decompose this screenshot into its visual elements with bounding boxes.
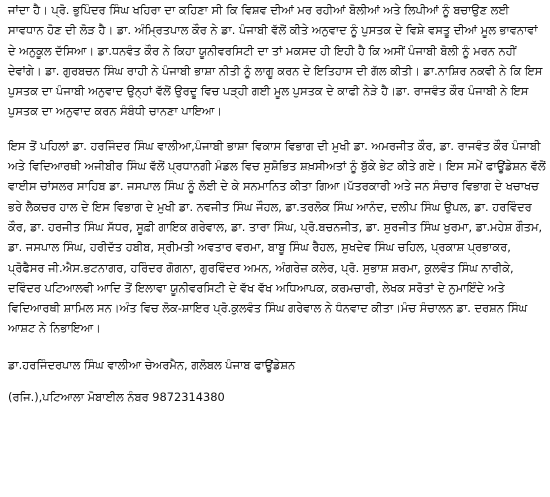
paragraph-spacer [8, 122, 546, 136]
paragraph-speakers: ਜਾਂਦਾ ਹੈ। ਪ੍ਰੋ. ਭੁਪਿੰਦਰ ਸਿੰਘ ਖਹਿਰਾ ਦਾ ਕਹਿਣਾ ਸੀ ਕਿ ਵਿਸ਼ਵ ਦੀਆਂ ਮਰ ਰਹੀਆਂ ਬੋਲੀਆਂ ਅਤੇ ਲਿਪੀਆਂ ਨੂੰ ਬਚਾਉਣ ਲਈ ਸਾਵਧਾਨ ਹੋਣ ਦੀ ਲੋੜ ਹੈ। ਡਾ. ਅੰਮ੍ਰਿਤਪਾਲ ਕੌਰ ਨੇ ਡਾ. ਪੰਜਾਬੀ ਵੱਲੋਂ ਕੀਤੇ ਅਨੁਵਾਦ ਨੂੰ ਪੁਸਤਕ ਦੇ ਵਿਸ਼ੇ ਵਸਤੂ ਦੀਆਂ ਮੂਲ ਭਾਵਨਾਵਾਂ ਦੇ ਅਨੁਕੂਲ ਦੱਸਿਆ। ਡਾ.ਧਨਵੰਤ ਕੌਰ ਨੇ ਕਿਹਾ ਯੂਨੀਵਰਸਿਟੀ ਦਾ ਤਾਂ ਮਕਸਦ ਹੀ ਇਹੀ ਹੈ ਕਿ ਅਸੀਂ ਪੰਜਾਬੀ ਬੋਲੀ ਨੂੰ ਮਰਨ ਨਹੀਂ ਦੇਵਾਂਗੇ। ਡਾ. ਗੁਰਬਚਨ ਸਿੰਘ ਰਾਹੀ ਨੇ ਪੰਜਾਬੀ ਭਾਸ਼ਾ ਨੀਤੀ ਨੂੰ ਲਾਗੂ ਕਰਨ ਦੇ ਇਤਿਹਾਸ ਦੀ ਗੱਲ ਕੀਤੀ। ਡਾ.ਨਾਸ਼ਿਰ ਨਕਵੀ ਨੇ ਕਿ ਇਸ ਪੁਸਤਕ ਦਾ ਪੰਜਾਬੀ ਅਨੁਵਾਦ ਉਨ੍ਹਾਂ ਵੱਲੋਂ ਉਰਦੂ ਵਿਚ ਪੜ੍ਹੀ ਗਈ ਮੂਲ ਪੁਸਤਕ ਦੇ ਕਾਫੀ ਨੇੜੇ ਹੈ।ਡਾ. ਰਾਜਵੰਤ ਕੌਰ ਪੰਜਾਬੀ ਨੇ ਇਸ ਪੁਸਤਕ ਦਾ ਅਨੁਵਾਦ ਕਰਨ ਸੰਬੰਧੀ ਚਾਨਣਾ ਪਾਇਆ। [8, 3, 543, 119]
document-body [8, 0, 546, 407]
paragraph-spacer [8, 375, 546, 387]
signature-line: ਡਾ.ਹਰਜਿੰਦਰਪਾਲ ਸਿੰਘ ਵਾਲੀਆ ਚੇਅਰਮੈਨ, ਗਲੋਬਲ ਪੰਜਾਬ ਫਾਊਂਡੇਸ਼ਨ [8, 357, 296, 372]
paragraph-spacer [8, 339, 546, 355]
paragraph-attendees: ਇਸ ਤੋਂ ਪਹਿਲਾਂ ਡਾ. ਹਰਜਿੰਦਰ ਸਿੰਘ ਵਾਲੀਆ,ਪੰਜਾਬੀ ਭਾਸ਼ਾ ਵਿਕਾਸ ਵਿਭਾਗ ਦੀ ਮੁਖੀ ਡਾ. ਅਮਰਜੀਤ ਕੌਰ, ਡਾ. ਰਾਜਵੰਤ ਕੌਰ ਪੰਜਾਬੀ ਅਤੇ ਵਿਦਿਆਰਥੀ ਅਜੀਬੀਰ ਸਿੰਘ ਵੱਲੋਂ ਪ੍ਰਧਾਨਗੀ ਮੰਡਲ ਵਿਚ ਸੁਸ਼ੋਭਿਤ ਸ਼ਖ਼ਸੀਅਤਾਂ ਨੂੰ ਬੁੱਕੇ ਭੇਟ ਕੀਤੇ ਗਏ। ਇਸ ਸਮੇਂ ਫਾਊਂਡੇਸ਼ਨ ਵੱਲੋਂ ਵਾਈਸ ਚਾਂਸਲਰ ਸਾਹਿਬ ਡਾ. ਜਸਪਾਲ ਸਿੰਘ ਨੂੰ ਲੋਈ ਦੇ ਕੇ ਸਨਮਾਨਿਤ ਕੀਤਾ ਗਿਆ।ਪੱਤਰਕਾਰੀ ਅਤੇ ਜਨ ਸੰਚਾਰ ਵਿਭਾਗ ਦੇ ਖਚਾਖਚ ਭਰੇ ਲੈਕਚਰ ਹਾਲ ਦੇ ਇਸ ਵਿਭਾਗ ਦੇ ਮੁਖੀ ਡਾ. ਨਵਜੀਤ ਸਿੰਘ ਜੌਹਲ, ਡਾ.ਤਰਲੋਕ ਸਿੰਘ ਆਨੰਦ, ਦਲੀਪ ਸਿੰਘ ਉਪਲ, ਡਾ. ਹਰਵਿੰਦਰ ਕੌਰ, ਡਾ. ਹਰਜੀਤ ਸਿੰਘ ਸੱਧਰ, ਸੂਫ਼ੀ ਗਾਇਕ ਗਰੇਵਾਲ, ਡਾ. ਤਾਰਾ ਸਿੰਘ, ਪ੍ਰੋ.ਬਚਨਜੀਤ, ਡਾ. ਸੁਰਜੀਤ ਸਿੰਘ ਖੁਰਮਾ, ਡਾ.ਮਹੇਸ਼ ਗੌਤਮ, ਡਾ. ਜਸਪਾਲ ਸਿੰਘ, ਹਰੀਦੱਤ ਹਬੀਬ, ਸ੍ਰੀਮਤੀ ਅਵਤਾਰ ਵਰਮਾ, ਬਾਬੂ ਸਿੰਘ ਰੈਹਲ, ਸੁਖਦੇਵ ਸਿੰਘ ਚਹਿਲ, ਪ੍ਰਕਾਸ਼ ਪ੍ਰਭਾਕਰ, ਪ੍ਰੋਫੈਸਰ ਜੀ.ਐਸ.ਭਟਨਾਗਰ, ਹਰਿੰਦਰ ਗੋਗਨਾ, ਗੁਰਵਿੰਦਰ ਅਮਨ, ਅੰਗਰੇਜ਼ ਕਲੇਰ, ਪ੍ਰੋ. ਸੁਭਾਸ਼ ਸ਼ਰਮਾ, ਕੁਲਵੰਤ ਸਿੰਘ ਨਾਰੀਕੇ, ਦਵਿੰਦਰ ਪਟਿਆਲਵੀ ਆਦਿ ਤੋਂ ਇਲਾਵਾ ਯੂਨੀਵਰਸਿਟੀ ਦੇ ਵੱਖ ਵੱਖ ਅਧਿਆਪਕ, ਕਰਮਚਾਰੀ, ਲੇਖਕ ਸਰੋਤਾਂ ਦੇ ਨੁਮਾਇੰਦੇ ਅਤੇ ਵਿਦਿਆਰਥੀ ਸ਼ਾਮਿਲ ਸਨ।ਅੰਤ ਵਿਚ ਲੋਕ-ਸ਼ਾਇਰ ਪ੍ਰੋ.ਕੁਲਵੰਤ ਸਿੰਘ ਗਰੇਵਾਲ ਨੇ ਧੰਨਵਾਦ ਕੀਤਾ।ਮੰਚ ਸੰਚਾਲਨ ਡਾ. ਦਰਸ਼ਨ ਸਿੰਘ ਆਸ਼ਟ ਨੇ ਨਿਭਾਇਆ। [8, 138, 546, 336]
contact-line: (ਰਜਿ.),ਪਟਿਆਲਾ ਮੋਬਾਈਲ ਨੰਬਰ 9872314380 [8, 390, 225, 405]
